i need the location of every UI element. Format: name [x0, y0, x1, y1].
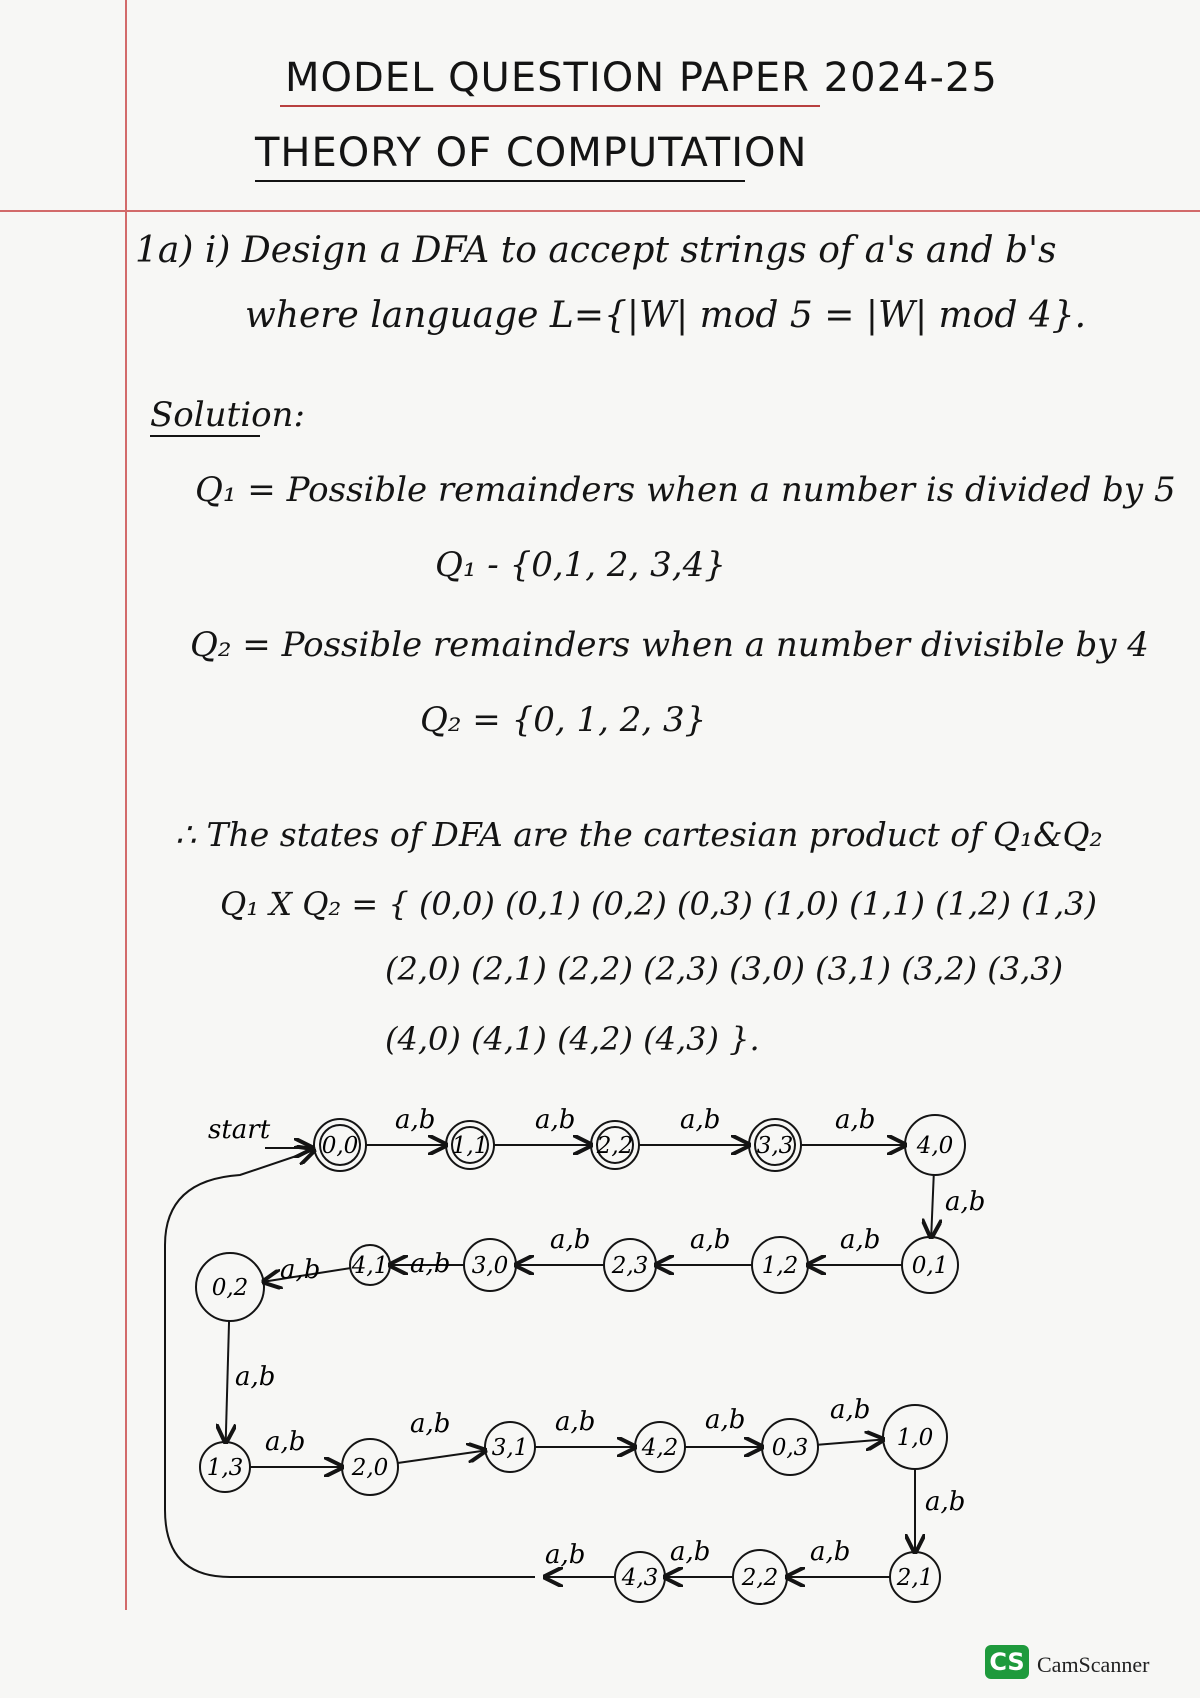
q2-set: Q₂ = {0, 1, 2, 3} [420, 700, 707, 740]
state-label: 1,1 [451, 1133, 489, 1159]
state-label: 4,1 [351, 1253, 389, 1279]
state-label: 1,0 [896, 1425, 934, 1451]
state-label: 3,0 [471, 1253, 509, 1279]
edge-20-31 [398, 1451, 486, 1464]
camscanner-logo: CS [985, 1645, 1029, 1679]
state-label: 2,0 [351, 1455, 389, 1481]
state-label: 3,1 [491, 1435, 529, 1461]
edge-13-20-label: a,b [265, 1427, 306, 1457]
q2-definition: Q₂ = Possible remainders when a number divisible by 4 [190, 625, 1149, 665]
state-label: 2,2 [741, 1565, 779, 1591]
cartesian-line-1: Q₁ X Q₂ = { (0,0) (0,1) (0,2) (0,3) (1,0) (1,1) (1,2) (1,3) [220, 885, 1098, 923]
edge-21-22b-label: a,b [810, 1537, 851, 1567]
question-line-2: where language L={|W| mod 5 = |W| mod 4}. [245, 295, 1087, 336]
state-label: 0,3 [771, 1435, 809, 1461]
question-line-1: 1a) i) Design a DFA to accept strings of a's and b's [135, 230, 1057, 271]
edge-02-13-label: a,b [235, 1362, 276, 1392]
state-label: 2,2 [596, 1133, 634, 1159]
state-label: 0,0 [321, 1133, 359, 1159]
state-label: 1,3 [206, 1455, 244, 1481]
state-label: 0,1 [911, 1253, 949, 1279]
cartesian-line-3: (4,0) (4,1) (4,2) (4,3) }. [385, 1020, 760, 1058]
state-label: 4,0 [916, 1133, 954, 1159]
edge-40-01-label: a,b [945, 1187, 986, 1217]
q1-definition: Q₁ = Possible remainders when a number is divided by 5 [195, 470, 1176, 510]
edge-23-30-label: a,b [550, 1225, 591, 1255]
state-label: 0,2 [211, 1275, 249, 1301]
therefore-statement: ∴ The states of DFA are the cartesian product of Q₁&Q₂ [175, 815, 1103, 854]
edge-01-12-label: a,b [840, 1225, 881, 1255]
solution-label: Solution: [150, 395, 305, 435]
edge-22-33-label: a,b [680, 1105, 721, 1135]
camscanner-brand: CamScanner [1037, 1652, 1150, 1677]
edge-22b-43-label: a,b [670, 1537, 711, 1567]
state-label: 2,3 [611, 1253, 649, 1279]
edge-20-31-label: a,b [410, 1409, 451, 1439]
subject-title: THEORY OF COMPUTATION [255, 130, 808, 176]
edge-31-42-label: a,b [555, 1407, 596, 1437]
edge-10-21-label: a,b [925, 1487, 966, 1517]
cartesian-line-2: (2,0) (2,1) (2,2) (2,3) (3,0) (3,1) (3,2) (3,3) [385, 950, 1064, 988]
q1-set: Q₁ - {0,1, 2, 3,4} [435, 545, 726, 585]
loop-back-arrow [165, 1150, 535, 1577]
edge-03-10-label: a,b [830, 1395, 871, 1425]
edge-12-23-label: a,b [690, 1225, 731, 1255]
edge-43-00-label: a,b [545, 1540, 586, 1570]
edge-41-02-label: a,b [280, 1255, 321, 1285]
state-label: 2,1 [896, 1565, 934, 1591]
edge-00-11-label: a,b [395, 1105, 436, 1135]
edge-42-03-label: a,b [705, 1405, 746, 1435]
edge-03-10 [818, 1440, 883, 1445]
edge-11-22-label: a,b [535, 1105, 576, 1135]
edge-30-41-label: a,b [410, 1249, 451, 1279]
edge-02-13 [226, 1321, 229, 1442]
state-label: 1,2 [761, 1253, 799, 1279]
edge-33-40-label: a,b [835, 1105, 876, 1135]
state-label: 4,2 [641, 1435, 679, 1461]
state-label: 4,3 [621, 1565, 659, 1591]
paper-title: MODEL QUESTION PAPER 2024-25 [285, 55, 998, 101]
start-label: start [208, 1115, 271, 1145]
edge-40-01 [931, 1175, 934, 1237]
state-label: 3,3 [756, 1133, 794, 1159]
